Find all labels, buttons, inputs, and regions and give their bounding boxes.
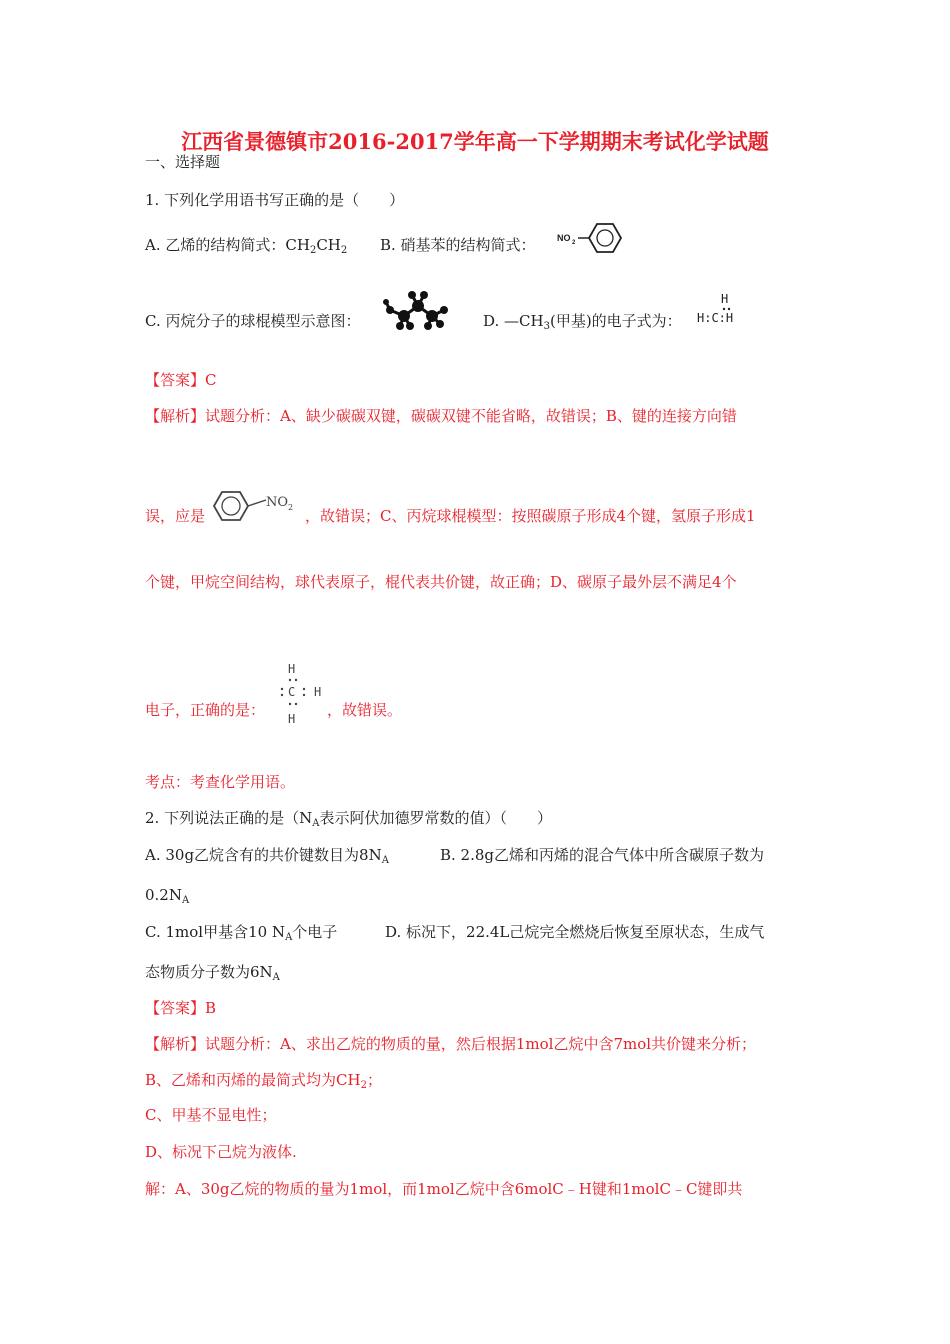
q1-analysis-text1: 试题分析：A、缺少碳碳双键，碳碳双键不能省略，故错误；B、键的连接方向错	[205, 407, 737, 425]
q1-analysis-label: 【解析】	[145, 407, 206, 425]
q2-stem	[145, 808, 552, 834]
q2-option-d-cont-text: 态物质分子数为6N	[145, 963, 273, 981]
document-title: 江西省景德镇市2016-2017学年高一下学期期末考试化学试题	[181, 129, 769, 154]
q1-option-a-mid: CH	[316, 236, 341, 254]
methyl-main-row: H:C:H	[697, 311, 734, 325]
q1-stem: 1. 下列化学用语书写正确的是（ ）	[145, 191, 405, 209]
q1-analysis-line1	[145, 406, 737, 426]
methane-h-top: H	[288, 662, 296, 676]
q2-analysis-line2	[145, 1070, 382, 1096]
q2-analysis-line5: 解：A、30g乙烷的物质的量为1mol，而1mol乙烷中含6molC﹣H键和1molC﹣C键即共	[145, 1180, 743, 1198]
q2-option-a-text: A. 30g乙烷含有的共价键数目为8N	[145, 846, 382, 864]
q1-option-b: B. 硝基苯的结构简式：	[380, 236, 536, 254]
q2-analysis-text2a: B、乙烯和丙烯的最简式均为CH	[145, 1071, 361, 1089]
methane-c: C	[288, 685, 296, 699]
q2-option-d: D. 标况下，22.4L己烷完全燃烧后恢复至原状态，生成气	[385, 923, 765, 941]
q1-option-a	[145, 235, 347, 261]
q1-option-d-text: D. —CH	[483, 312, 544, 330]
no2-subscript: 2	[572, 240, 576, 246]
q2-option-c-text: C. 1mol甲基含10 N	[145, 923, 286, 941]
q1-option-a-sub2: 2	[340, 245, 348, 256]
propane-ball-stick-figure	[382, 290, 452, 334]
q2-analysis-text2b: ；	[366, 1071, 382, 1089]
q1-option-a-sub1: 2	[309, 245, 317, 256]
nitrobenzene-corrected-figure	[208, 486, 304, 530]
q2-analysis-sub: 2	[360, 1080, 367, 1091]
q2-stem-b: 表示阿伏加德罗常数的值）（ ）	[319, 809, 552, 827]
q2-stem-a: 2. 下列说法正确的是（N	[145, 809, 313, 827]
q1-option-a-text: A. 乙烯的结构简式：CH	[145, 236, 310, 254]
q1-option-d-sub: 3	[543, 321, 550, 332]
q2-analysis-label: 【解析】	[145, 1035, 206, 1053]
q2-option-b-cont-sub: A	[181, 895, 190, 906]
methane-h-right: H	[314, 685, 322, 699]
q2-answer: 【答案】B	[145, 999, 217, 1017]
q1-option-c: C. 丙烷分子的球棍模型示意图：	[145, 312, 361, 330]
q2-option-c-sub: A	[285, 932, 293, 943]
q2-stem-sub: A	[312, 818, 320, 829]
methane-h-bottom: H	[288, 712, 296, 726]
no2-corrected-subscript: 2	[288, 503, 294, 512]
q2-option-a	[145, 845, 389, 871]
q1-analysis-line3: 个键，甲烷空间结构，球代表原子，棍代表共价键，故正确；D、碳原子最外层不满足4个	[145, 573, 737, 591]
q1-kaodian: 考点：考查化学用语。	[145, 773, 296, 791]
q2-option-c-text2: 个电子	[292, 923, 338, 941]
no2-label: NO	[557, 233, 571, 243]
nitrobenzene-structure-figure	[555, 220, 633, 260]
q1-option-d-suffix: (甲基)的电子式为：	[549, 312, 682, 330]
methyl-electron-formula-figure	[693, 290, 763, 334]
q2-option-d-cont	[145, 962, 280, 988]
q2-analysis-line3: C、甲基不显电性；	[145, 1106, 277, 1124]
q1-analysis-text4b: ，故错误。	[327, 701, 403, 719]
q2-option-a-sub: A	[381, 855, 389, 866]
q2-option-c	[145, 922, 337, 948]
q2-option-d-cont-sub: A	[272, 972, 280, 983]
q2-analysis-line4: D、标况下己烷为液体.	[145, 1143, 297, 1161]
q2-analysis-text1: 试题分析：A、求出乙烷的物质的量，然后根据1mol乙烷中含7mol共价键来分析；	[205, 1035, 757, 1053]
q2-analysis-line1	[145, 1034, 756, 1054]
q1-answer: 【答案】C	[145, 371, 217, 389]
q2-option-b-cont	[145, 885, 189, 911]
methane-electron-formula-figure	[276, 660, 332, 734]
no2-corrected-label: NO	[266, 495, 289, 510]
q1-analysis-text2a: 误，应是	[145, 507, 206, 525]
methyl-top-h: H	[721, 292, 729, 306]
q2-option-b: B. 2.8g乙烯和丙烯的混合气体中所含碳原子数为	[440, 846, 765, 864]
q1-analysis-text2b: ，故错误；C、丙烷球棍模型：按照碳原子形成4个键，氢原子形成1	[305, 507, 756, 525]
q1-analysis-text4a: 电子，正确的是：	[145, 701, 266, 719]
q2-option-b-cont-text: 0.2N	[145, 886, 182, 904]
q1-option-d	[483, 311, 682, 337]
section-heading: 一、选择题	[145, 153, 221, 171]
q1-analysis-line4	[145, 700, 402, 721]
